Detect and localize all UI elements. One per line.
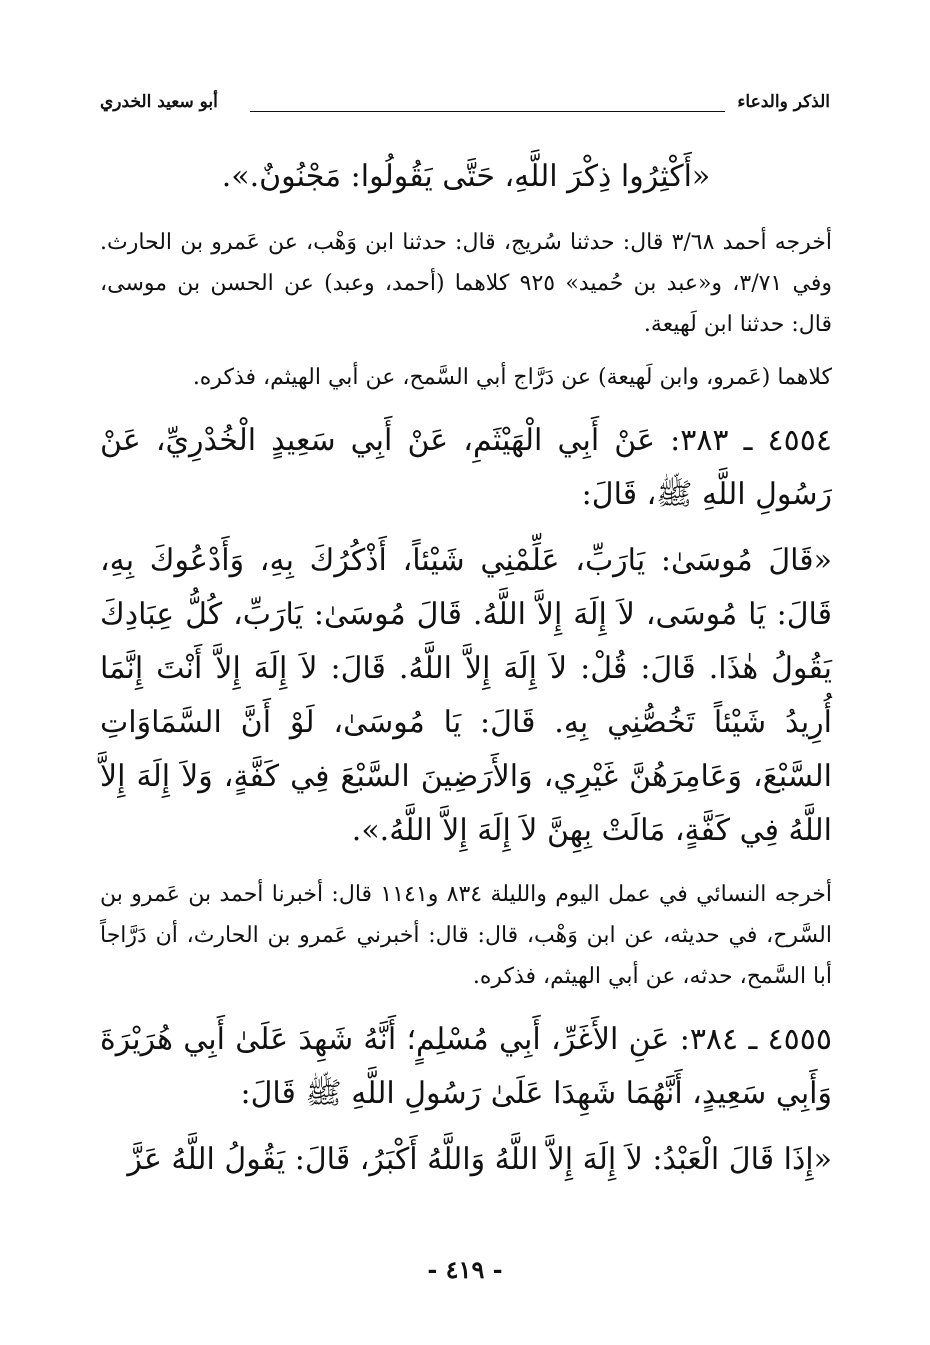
chapter-title: الذكر والدعاء <box>737 92 830 112</box>
hadith-text: «قَالَ مُوسَىٰ: يَارَبِّ، عَلِّمْنِي شَيْئاً، أَذْكُرُكَ بِهِ، وَأَدْعُوكَ بِهِ، قَالَ: يَا مُوسَى، لاَ إِلَهَ إِلاَّ اللَّهُ. قَالَ مُوسَىٰ: يَارَبِّ، كُلُّ عِبَادِكَ يَقُولُ هٰذَا. قَالَ: قُلْ: لاَ إِلَهَ إِلاَّ اللَّهُ. قَالَ: لاَ إِلَهَ إِلاَّ أَنْتَ إِنَّمَا أُرِيدُ شَيْئاً تَخُصُّنِي بِهِ. قَالَ: يَا مُوسَىٰ، لَوْ أَنَّ السَّمَاوَاتِ السَّبْعَ، وَعَامِرَهُنَّ غَيْرِي، وَالأَرَضِينَ السَّبْعَ فِي كَفَّةٍ، وَلاَ إِلَهَ إِلاَّ اللَّهُ فِي كَفَّةٍ، مَالَتْ بِهِنَّ لاَ إِلَهَ إِلاَّ اللَّهُ.». <box>100 543 833 848</box>
running-header <box>100 92 830 122</box>
takhrij-note: كلاهما (عَمرو، وابن لَهيعة) عن دَرَّاج أبي السَّمح، عن أبي الهيثم، فذكره. <box>192 365 832 390</box>
page-body <box>100 150 832 1187</box>
page-number: - ٤١٩ - <box>427 1255 503 1284</box>
header-rule <box>250 111 725 112</box>
narrator-title: أبو سعيد الخدري <box>100 92 218 112</box>
hadith-isnad: ٤٥٥٤ ـ ٣٨٣: عَنْ أَبِي الْهَيْثَمِ، عَنْ أَبِي سَعِيدٍ الْخُدْرِيِّ، عَنْ رَسُولِ اللَّهِ ﷺ، قَالَ: <box>100 423 832 512</box>
hadith-text: «إِذَا قَالَ الْعَبْدُ: لاَ إِلَهَ إِلاَّ اللَّهُ وَاللَّهُ أَكْبَرُ، قَالَ: يَقُولُ اللَّهُ عَزَّ <box>127 1142 832 1177</box>
hadith-text: «أَكْثِرُوا ذِكْرَ اللَّهِ، حَتَّى يَقُولُوا: مَجْنُونٌ.». <box>221 159 711 194</box>
takhrij-note: أخرجه أحمد ٣/٦٨ قال: حدثنا سُريج، قال: حدثنا ابن وَهْب، عن عَمرو بن الحارث. وفي ٣/٧١، و«عبد بن حُميد» ٩٢٥ كلاهما (أحمد، وعبد) عن الحسن بن موسى، قال: حدثنا ابن لَهيعة. <box>100 230 832 337</box>
takhrij-note: أخرجه النسائي في عمل اليوم والليلة ٨٣٤ و١١٤١ قال: أخبرنا أحمد بن عَمرو بن السَّرح، في حديثه، عن ابن وَهْب، قال: قال: أخبرني عَمرو بن الحارث، أن دَرَّاجاً أبا السَّمح، حدثه، عن أبي الهيثم، فذكره. <box>100 882 833 989</box>
hadith-isnad: ٤٥٥٥ ـ ٣٨٤: عَنِ الأَغَرِّ، أَبِي مُسْلِمٍ؛ أَنَّهُ شَهِدَ عَلَىٰ أَبِي هُرَيْرَةَ وَأَبِي سَعِيدٍ، أَنَّهُمَا شَهِدَا عَلَىٰ رَسُولِ اللَّهِ ﷺ قَالَ: <box>100 1022 832 1111</box>
